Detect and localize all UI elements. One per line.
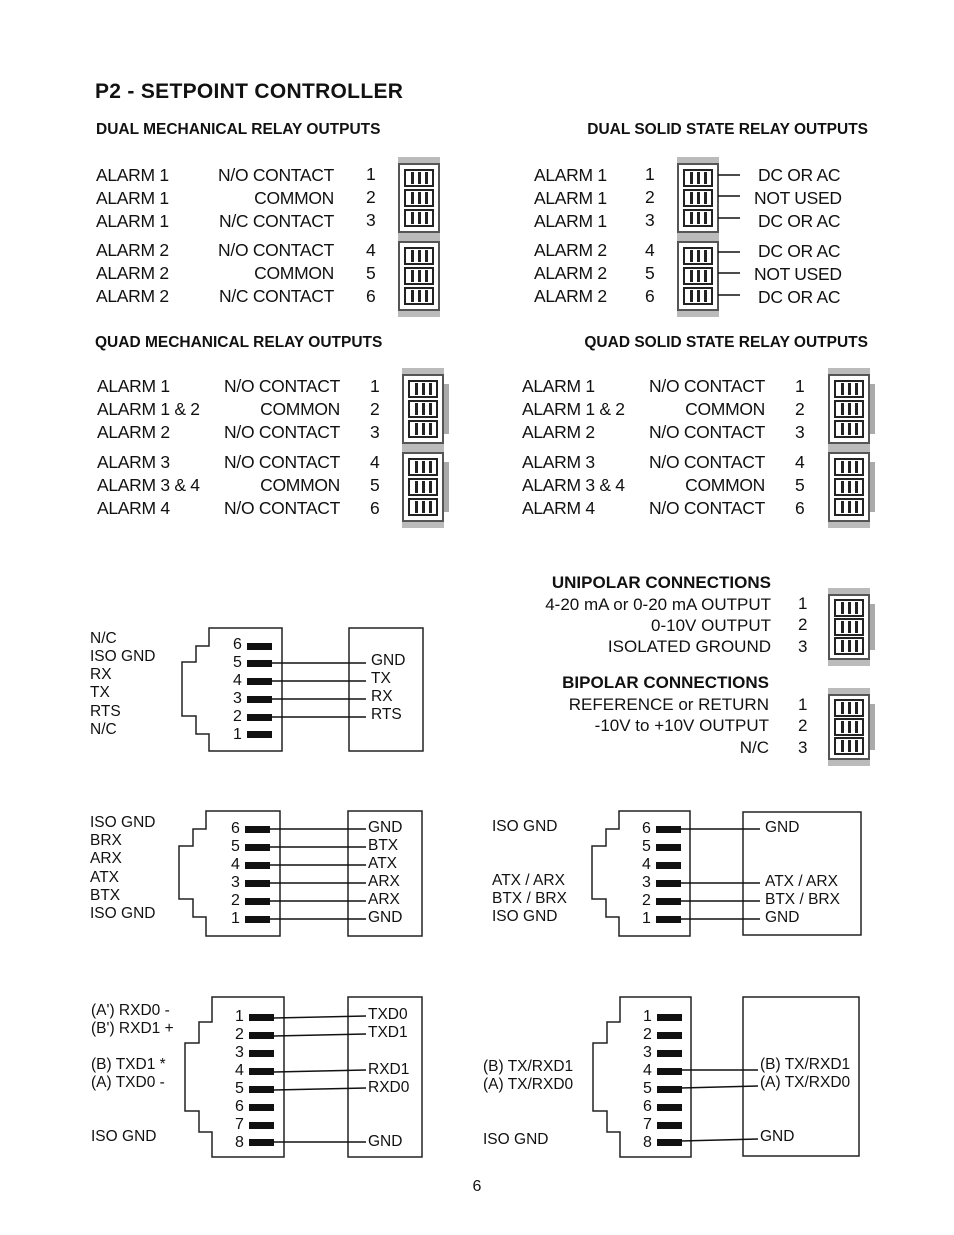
- quad-ss-alarm: ALARM 3: [522, 452, 595, 472]
- ss-output-label: DC OR AC: [758, 211, 841, 231]
- pin-number: 3: [235, 1044, 244, 1061]
- rs422-8-right-label: TXD0: [368, 1006, 408, 1023]
- dual-ss-alarm: ALARM 1: [534, 211, 607, 231]
- pin-number: 1: [231, 910, 240, 927]
- bipolar-label: N/C: [739, 738, 769, 757]
- dual-mech-func: N/O CONTACT: [218, 165, 334, 185]
- dual-ss-alarm: ALARM 2: [534, 263, 607, 283]
- dual-mech-alarm: ALARM 1: [96, 165, 169, 185]
- quad-mech-alarm: ALARM 2: [97, 422, 170, 442]
- pin-number: 4: [370, 452, 380, 472]
- pin-number: 4: [366, 240, 376, 260]
- unipolar-label: 4-20 mA or 0-20 mA OUTPUT: [545, 595, 771, 614]
- bipolar-label: REFERENCE or RETURN: [568, 695, 769, 714]
- pin-number: 6: [370, 498, 380, 518]
- quad-ss-func: COMMON: [685, 399, 765, 419]
- pin-number: 5: [643, 1080, 652, 1097]
- pin-number: 1: [370, 376, 380, 396]
- rs485-right-label: ATX / ARX: [765, 873, 838, 890]
- pin-number: 2: [645, 187, 655, 207]
- quad-mech-heading: QUAD MECHANICAL RELAY OUTPUTS: [95, 334, 383, 351]
- dual-mech-func: COMMON: [254, 263, 334, 283]
- pin-number: 5: [795, 475, 805, 495]
- rs485-left-label: ATX / ARX: [492, 872, 565, 889]
- rs485-8-left-label: ISO GND: [483, 1131, 549, 1148]
- quad-mech-func: COMMON: [260, 399, 340, 419]
- rs422-8-left-label: (A') RXD0 -: [91, 1002, 170, 1019]
- pin-number: 1: [645, 164, 655, 184]
- pin-number: 2: [233, 708, 242, 725]
- quad-ss-alarm: ALARM 1 & 2: [522, 399, 625, 419]
- rs485-left-label: ISO GND: [492, 908, 558, 925]
- quad-ss-alarm: ALARM 4: [522, 498, 595, 518]
- page-number: 6: [472, 1178, 482, 1195]
- bipolar-label: -10V to +10V OUTPUT: [594, 716, 769, 735]
- pin-number: 6: [233, 636, 242, 653]
- rs422-left-label: ARX: [90, 850, 122, 867]
- pin-number: 3: [370, 422, 380, 442]
- rs422-left-label: ATX: [90, 869, 119, 886]
- rs232-left-label: N/C: [90, 721, 117, 738]
- dual-ss-alarm: ALARM 2: [534, 240, 607, 260]
- rs232-left-label: ISO GND: [90, 648, 156, 665]
- rs422-left-label: ISO GND: [90, 905, 156, 922]
- pin-number: 5: [366, 263, 376, 283]
- quad-ss-heading: QUAD SOLID STATE RELAY OUTPUTS: [584, 334, 868, 351]
- pin-number: 6: [231, 820, 240, 837]
- unipolar-heading: UNIPOLAR CONNECTIONS: [551, 573, 771, 592]
- unipolar-label: 0-10V OUTPUT: [651, 616, 771, 635]
- rs485-right-label: GND: [765, 909, 800, 926]
- rs485-right-label: BTX / BRX: [765, 891, 840, 908]
- pin-number: 2: [366, 187, 376, 207]
- pin-number: 7: [643, 1116, 652, 1133]
- rs232-left-label: N/C: [90, 630, 117, 647]
- pin-number: 1: [643, 1008, 652, 1025]
- pin-number: 2: [235, 1026, 244, 1043]
- pin-number: 5: [233, 654, 242, 671]
- pin-number: 6: [235, 1098, 244, 1115]
- quad-ss-alarm: ALARM 3 & 4: [522, 475, 625, 495]
- dual-mech-func: N/C CONTACT: [219, 286, 334, 306]
- dual-mech-heading: DUAL MECHANICAL RELAY OUTPUTS: [96, 121, 381, 138]
- rs485-8-left-label: (A) TX/RXD0: [483, 1076, 574, 1093]
- page-title: P2 - SETPOINT CONTROLLER: [95, 80, 404, 103]
- dual-mech-alarm: ALARM 2: [96, 286, 169, 306]
- rs485-8-right-label: GND: [760, 1128, 795, 1145]
- ss-output-label: DC OR AC: [758, 165, 841, 185]
- ss-output-label: NOT USED: [754, 264, 842, 284]
- rs422-right-label: ATX: [368, 855, 397, 872]
- quad-ss-func: N/O CONTACT: [649, 498, 765, 518]
- pin-number: 5: [370, 475, 380, 495]
- rs422-right-label: ARX: [368, 891, 400, 908]
- pin-number: 3: [798, 637, 808, 656]
- pin-number: 5: [235, 1080, 244, 1097]
- quad-mech-alarm: ALARM 3: [97, 452, 170, 472]
- rs232-left-label: TX: [90, 684, 110, 701]
- rs422-left-label: BTX: [90, 887, 121, 904]
- pin-number: 4: [795, 452, 805, 472]
- dual-mech-alarm: ALARM 2: [96, 263, 169, 283]
- dual-ss-heading: DUAL SOLID STATE RELAY OUTPUTS: [587, 121, 868, 138]
- rs232-left-label: RX: [90, 666, 112, 683]
- rs422-8-right-label: TXD1: [368, 1024, 408, 1041]
- pin-number: 6: [645, 286, 655, 306]
- quad-mech-alarm: ALARM 1 & 2: [97, 399, 200, 419]
- quad-ss-func: N/O CONTACT: [649, 452, 765, 472]
- ss-output-label: DC OR AC: [758, 287, 841, 307]
- rs422-left-label: BRX: [90, 832, 122, 849]
- quad-mech-alarm: ALARM 4: [97, 498, 170, 518]
- pin-number: 2: [231, 892, 240, 909]
- quad-mech-func: COMMON: [260, 475, 340, 495]
- ss-output-label: NOT USED: [754, 188, 842, 208]
- dual-mech-func: COMMON: [254, 188, 334, 208]
- quad-mech-func: N/O CONTACT: [224, 422, 340, 442]
- rs232-left-label: RTS: [90, 703, 121, 720]
- dual-ss-alarm: ALARM 1: [534, 188, 607, 208]
- rs232-right-label: RTS: [371, 706, 402, 723]
- pin-number: 1: [642, 910, 651, 927]
- pin-number: 1: [798, 695, 808, 714]
- rs485-left-label: BTX / BRX: [492, 890, 567, 907]
- pin-number: 3: [231, 874, 240, 891]
- pin-number: 2: [643, 1026, 652, 1043]
- rs485-8-right-label: (A) TX/RXD0: [760, 1074, 851, 1091]
- rs422-8-left-label: (B') RXD1 +: [91, 1020, 174, 1037]
- pin-number: 5: [231, 838, 240, 855]
- quad-mech-func: N/O CONTACT: [224, 498, 340, 518]
- pin-number: 3: [233, 690, 242, 707]
- pin-number: 2: [798, 716, 808, 735]
- pin-number: 2: [795, 399, 805, 419]
- quad-mech-alarm: ALARM 3 & 4: [97, 475, 200, 495]
- rs422-8-left-label: (B) TXD1 *: [91, 1056, 166, 1073]
- rs422-right-label: ARX: [368, 873, 400, 890]
- pin-number: 4: [231, 856, 240, 873]
- pin-number: 6: [643, 1098, 652, 1115]
- quad-mech-func: N/O CONTACT: [224, 376, 340, 396]
- pin-number: 5: [645, 263, 655, 283]
- rs485-8-left-label: (B) TX/RXD1: [483, 1058, 574, 1075]
- rs422-8-left-label: ISO GND: [91, 1128, 157, 1145]
- ss-output-label: DC OR AC: [758, 241, 841, 261]
- pin-number: 1: [233, 726, 242, 743]
- dual-mech-func: N/O CONTACT: [218, 240, 334, 260]
- pin-number: 4: [643, 1062, 652, 1079]
- pin-number: 5: [642, 838, 651, 855]
- pin-number: 8: [235, 1134, 244, 1151]
- quad-mech-func: N/O CONTACT: [224, 452, 340, 472]
- rs422-left-label: ISO GND: [90, 814, 156, 831]
- pin-number: 4: [233, 672, 242, 689]
- pin-number: 6: [642, 820, 651, 837]
- pin-number: 4: [235, 1062, 244, 1079]
- dual-ss-alarm: ALARM 1: [534, 165, 607, 185]
- quad-mech-alarm: ALARM 1: [97, 376, 170, 396]
- pin-number: 3: [642, 874, 651, 891]
- rs422-8-left-label: (A) TXD0 -: [91, 1074, 165, 1091]
- pin-number: 3: [645, 210, 655, 230]
- dual-mech-alarm: ALARM 2: [96, 240, 169, 260]
- dual-mech-alarm: ALARM 1: [96, 211, 169, 231]
- pin-number: 3: [366, 210, 376, 230]
- pin-number: 2: [370, 399, 380, 419]
- pin-number: 1: [795, 376, 805, 396]
- unipolar-label: ISOLATED GROUND: [607, 637, 771, 656]
- pin-number: 4: [645, 240, 655, 260]
- rs422-8-right-label: GND: [368, 1133, 403, 1150]
- pin-number: 3: [798, 738, 808, 757]
- pin-number: 1: [366, 164, 376, 184]
- dual-mech-alarm: ALARM 1: [96, 188, 169, 208]
- rs485-8-right-label: (B) TX/RXD1: [760, 1056, 851, 1073]
- dual-mech-func: N/C CONTACT: [219, 211, 334, 231]
- rs422-8-right-label: RXD1: [368, 1061, 410, 1078]
- quad-ss-func: N/O CONTACT: [649, 376, 765, 396]
- quad-ss-func: COMMON: [685, 475, 765, 495]
- quad-ss-func: N/O CONTACT: [649, 422, 765, 442]
- quad-ss-alarm: ALARM 1: [522, 376, 595, 396]
- pin-number: 6: [366, 286, 376, 306]
- quad-ss-alarm: ALARM 2: [522, 422, 595, 442]
- pin-number: 2: [798, 615, 808, 634]
- pin-number: 3: [643, 1044, 652, 1061]
- bipolar-heading: BIPOLAR CONNECTIONS: [562, 673, 769, 692]
- rs485-left-label: ISO GND: [492, 818, 558, 835]
- pin-number: 4: [642, 856, 651, 873]
- rs422-right-label: BTX: [368, 837, 399, 854]
- pin-number: 1: [798, 594, 808, 613]
- rs232-right-label: TX: [371, 670, 391, 687]
- rs232-right-label: GND: [371, 652, 406, 669]
- rs485-right-label: GND: [765, 819, 800, 836]
- pin-number: 7: [235, 1116, 244, 1133]
- pin-number: 3: [795, 422, 805, 442]
- pin-number: 2: [642, 892, 651, 909]
- pin-number: 8: [643, 1134, 652, 1151]
- rs422-right-label: GND: [368, 819, 403, 836]
- rs232-right-label: RX: [371, 688, 393, 705]
- dual-ss-alarm: ALARM 2: [534, 286, 607, 306]
- rs422-right-label: GND: [368, 909, 403, 926]
- pin-number: 1: [235, 1008, 244, 1025]
- pin-number: 6: [795, 498, 805, 518]
- rs422-8-right-label: RXD0: [368, 1079, 410, 1096]
